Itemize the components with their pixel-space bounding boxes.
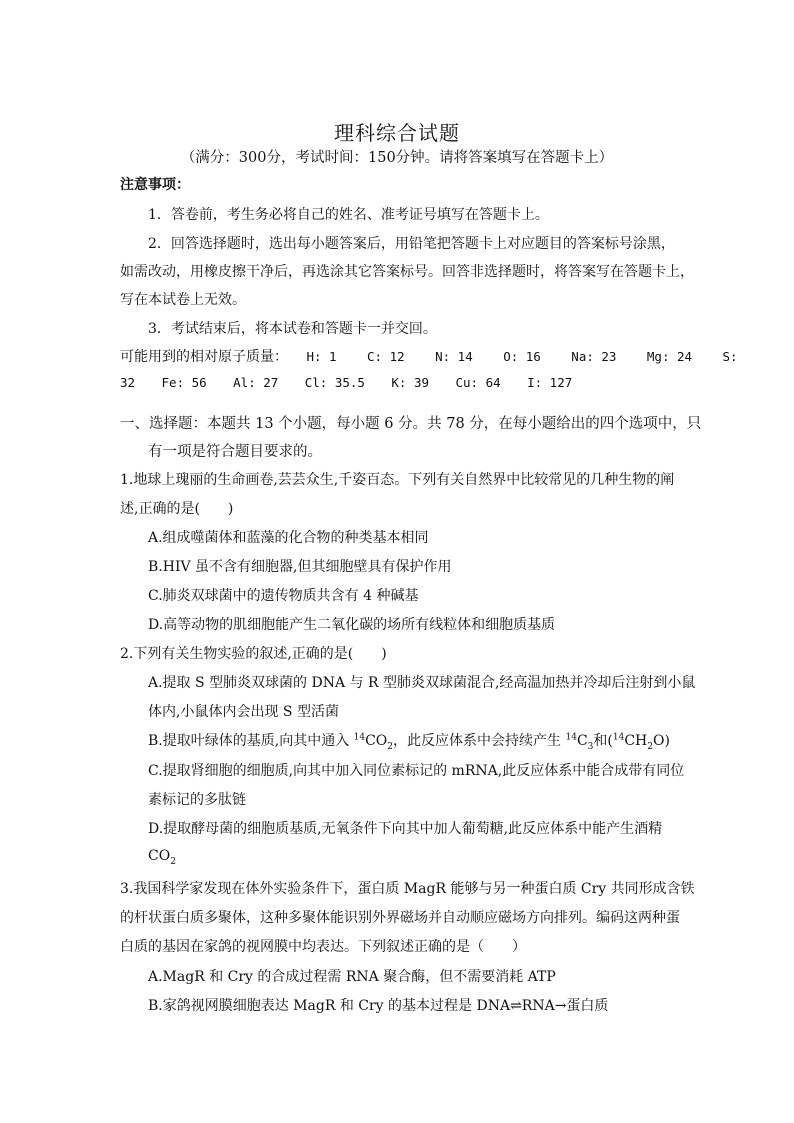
question-3-stem-line-1: 3.我国科学家发现在体外实验条件下，蛋白质 MagR 能够与另一种蛋白质 Cry 共同形成含铁 <box>120 881 695 897</box>
question-1-option-a: A.组成噬菌体和蓝藻的化合物的种类基本相同 <box>148 530 429 546</box>
atomic-masses-label: 可能用到的相对原子质量： <box>120 349 288 365</box>
question-1-stem-line-1: 1.地球上瑰丽的生命画卷,芸芸众生,千姿百态。下列有关自然界中比较常见的几种生物的阐 <box>120 472 675 488</box>
atomic-mass: Al: 27 <box>233 375 279 390</box>
atomic-mass: C: 12 <box>367 349 405 364</box>
atomic-mass: Na: 23 <box>571 349 617 364</box>
notice-heading: 注意事项： <box>120 177 190 193</box>
section-1-heading-line-2: 有一项是符合题目要求的。 <box>148 444 322 460</box>
question-3-option-b: B.家鸽视网膜细胞表达 MagR 和 Cry 的基本过程是 DNA⇌RNA→蛋白质 <box>148 998 609 1014</box>
question-2-option-d-line-1: D.提取酵母菌的细胞质基质,无氧条件下向其中加人葡萄糖,此反应体系中能产生酒精 <box>148 821 663 837</box>
question-2-option-a-line-1: A.提取 S 型肺炎双球菌的 DNA 与 R 型肺炎双球菌混合,经高温加热并冷却后注射到小鼠 <box>148 675 696 691</box>
question-1-option-b: B.HIV 虽不含有细胞器,但其细胞壁具有保护作用 <box>148 559 452 575</box>
notice-item-2-line-3: 写在本试卷上无效。 <box>120 292 246 308</box>
question-2-option-d-line-2: $CO_2$ <box>148 848 176 867</box>
atomic-mass: Cl: 35.5 <box>304 375 365 390</box>
notice-item-2-line-2: 如需改动，用橡皮擦干净后，再选涂其它答案标号。回答非选择题时，将答案写在答题卡上， <box>120 264 694 280</box>
atomic-mass: Fe: 56 <box>161 375 207 390</box>
atomic-mass: S: <box>722 349 738 364</box>
exam-subtitle: （满分：300分，考试时间：150分钟。请将答案填写在答题卡上） <box>180 150 614 166</box>
atomic-mass: N: 14 <box>435 349 473 364</box>
question-2-option-a-line-2: 体内,小鼠体内会出现 S 型活菌 <box>148 704 339 720</box>
question-1-stem-line-2: 述,正确的是( ) <box>120 501 234 517</box>
notice-item-1: 1．答卷前，考生务必将自己的姓名、准考证号填写在答题卡上。 <box>148 207 549 223</box>
atomic-mass: I: 127 <box>527 375 573 390</box>
section-1-heading-line-1: 一、选择题：本题共 13 个小题，每小题 6 分。共 78 分，在每小题给出的四个选项中，只 <box>120 416 702 432</box>
atomic-masses-line-1 <box>120 346 738 366</box>
atomic-mass: Mg: 24 <box>646 349 693 364</box>
question-2-stem: 2.下列有关生物实验的叙述,正确的是( ) <box>120 646 387 662</box>
question-2-option-c-line-1: C.提取肾细胞的细胞质,向其中加入同位素标记的 mRNA,此反应体系中能合成带有同位 <box>148 763 685 779</box>
atomic-mass: 32 <box>120 375 136 390</box>
notice-item-3: 3．考试结束后，将本试卷和答题卡一并交回。 <box>148 321 437 337</box>
question-3-option-a: A.MagR 和 Cry 的合成过程需 RNA 聚合酶，但不需要消耗 ATP <box>148 969 556 985</box>
question-3-stem-line-3: 白质的基因在家鸽的视网膜中均表达。下列叙述正确的是（ ） <box>120 939 526 955</box>
atomic-mass: K: 39 <box>391 375 430 390</box>
question-2-option-c-line-2: 素标记的多肽链 <box>148 792 246 808</box>
atomic-mass: O: 16 <box>503 349 541 364</box>
atomic-masses-line-2 <box>120 375 572 391</box>
atomic-mass: Cu: 64 <box>455 375 501 390</box>
question-1-option-d: D.高等动物的肌细胞能产生二氧化碳的场所有线粒体和细胞质基质 <box>148 617 556 633</box>
question-3-stem-line-2: 的杆状蛋白质多聚体，这种多聚体能识别外界磁场并自动顺应磁场方向排列。编码这两种蛋 <box>120 910 680 926</box>
atomic-mass: H: 1 <box>306 349 337 364</box>
question-2-option-b: B.提取叶绿体的基质,向其中通入 $^{14}CO_2$，此反应体系中会持续产生 $^{14}C_3$和$(^{14}CH_2O)$ <box>148 732 670 752</box>
page-title: 理科综合试题 <box>334 121 460 145</box>
notice-item-2-line-1: 2．回答选择题时，选出每小题答案后，用铅笔把答题卡上对应题目的答案标号涂黑， <box>148 236 675 252</box>
question-1-option-c: C.肺炎双球菌中的遗传物质共含有 4 种碱基 <box>148 588 419 604</box>
